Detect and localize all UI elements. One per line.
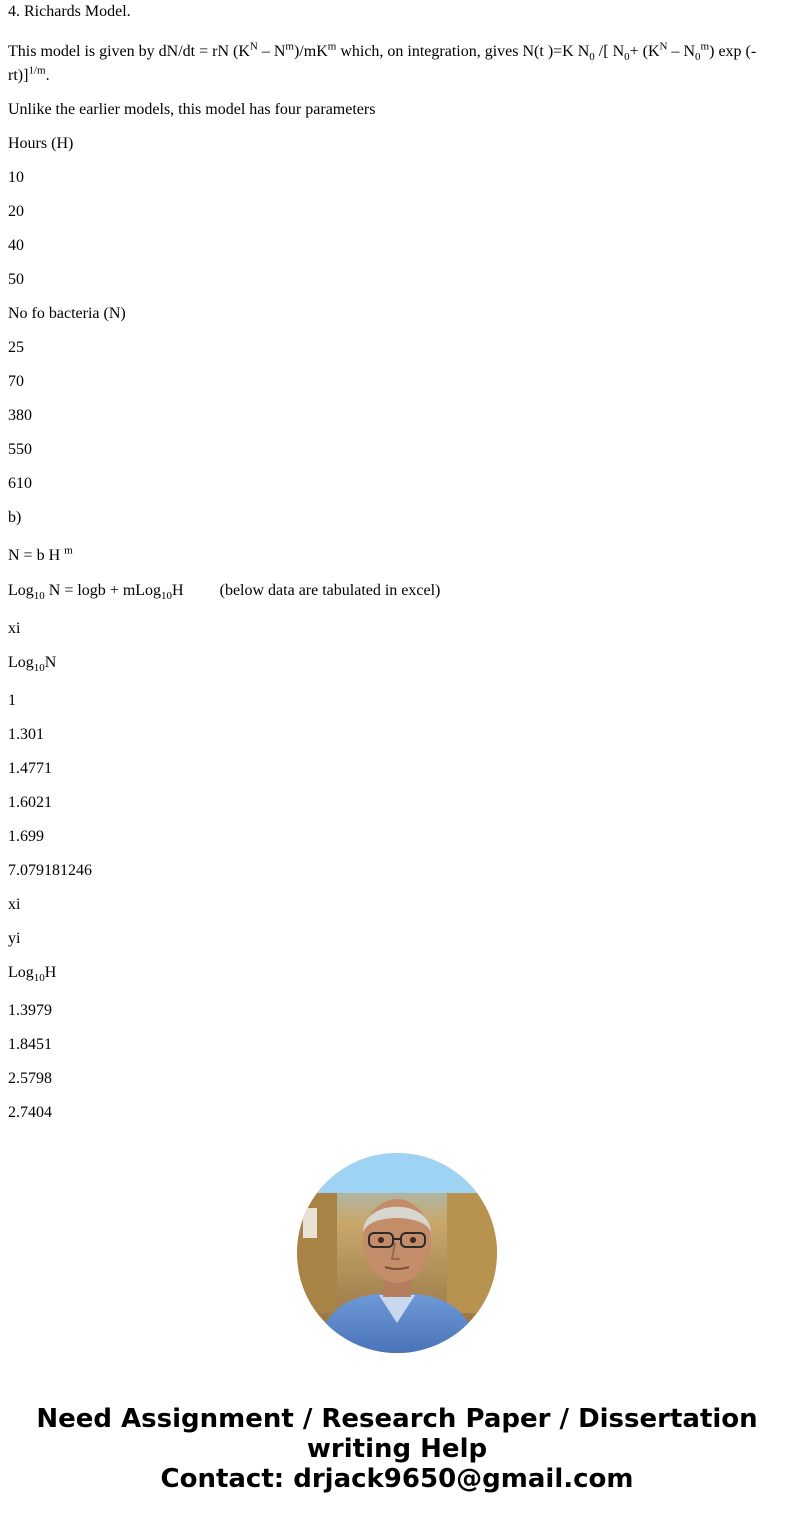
log-value: 1.4771 <box>8 760 52 777</box>
bacteria-value: 550 <box>8 441 32 458</box>
model-equation-paragraph: This model is given by dN/dt = rN $(K^N - N^m)/mK^m$ which, on integration, gives N(t )=K $N_0$ /[ $N_0+ (K^N - N_0^m)$ exp (-rt)]$^{1/m}$. <box>8 40 757 84</box>
log-value: 1.6021 <box>8 794 52 811</box>
promo-footer <box>0 1404 794 1494</box>
hours-value: 50 <box>8 271 24 288</box>
log-sum-value: 7.079181246 <box>8 862 92 879</box>
log-h-value: 2.7404 <box>8 1104 52 1121</box>
log-h-value: 2.5798 <box>8 1070 52 1087</box>
bacteria-value: 380 <box>8 407 32 424</box>
portrait-image <box>297 1153 497 1353</box>
xi-label: xi <box>8 620 21 637</box>
footer-line: Need Assignment / Research Paper / Dissertation <box>36 1404 758 1434</box>
hours-value: 20 <box>8 203 24 220</box>
log-h-value: 1.3979 <box>8 1002 52 1019</box>
section-heading: 4. Richards Model. <box>8 3 131 20</box>
log-n-label: Log$_{10}$N <box>8 654 57 675</box>
bacteria-value: 25 <box>8 339 24 356</box>
excel-note: (below data are tabulated in excel) <box>219 582 441 599</box>
bacteria-value: 610 <box>8 475 32 492</box>
power-equation: N = b H $^m$ <box>8 544 73 564</box>
log-equation: Log$_{10}$ N = logb + mLog$_{10}$H (below data are tabulated in excel) <box>8 582 441 603</box>
author-avatar <box>297 1153 497 1353</box>
intro-text: Unlike the earlier models, this model has four parameters <box>8 101 376 118</box>
log-value: 1 <box>8 692 16 709</box>
contact-email: Contact: drjack9650@gmail.com <box>160 1464 634 1494</box>
log-h-value: 1.8451 <box>8 1036 52 1053</box>
hours-header: Hours (H) <box>8 135 74 152</box>
part-b-label: b) <box>8 509 22 526</box>
yi-label: yi <box>8 930 21 947</box>
bacteria-value: 70 <box>8 373 24 390</box>
log-value: 1.301 <box>8 726 44 743</box>
log-value: 1.699 <box>8 828 44 845</box>
bacteria-header: No fo bacteria (N) <box>8 305 126 322</box>
hours-value: 40 <box>8 237 24 254</box>
xi-label: xi <box>8 896 21 913</box>
footer-line: writing Help <box>306 1434 488 1464</box>
log-h-label: Log$_{10}$H <box>8 964 57 985</box>
hours-value: 10 <box>8 169 24 186</box>
